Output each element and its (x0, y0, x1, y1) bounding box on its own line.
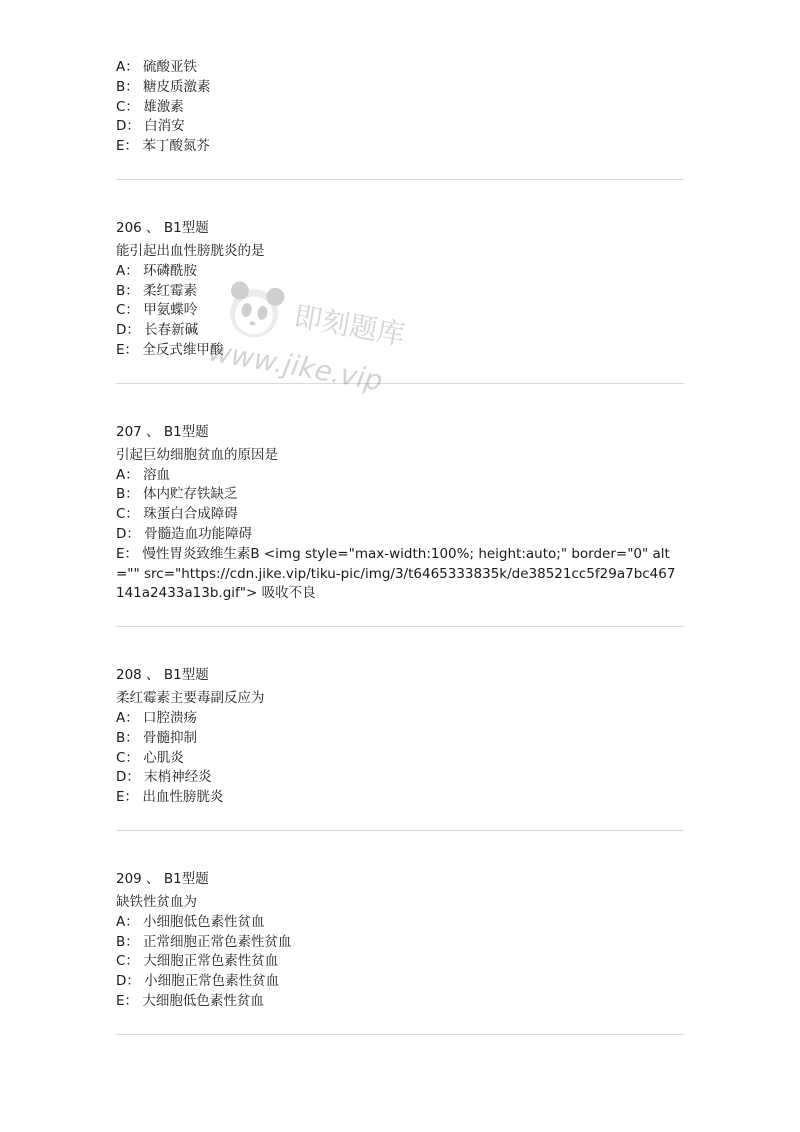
option-e: E： 全反式维甲酸 (116, 341, 224, 358)
option-b: B： 糖皮质激素 (116, 78, 211, 95)
question-header: 208 、 B1型题 (116, 667, 209, 684)
option-e: E： 苯丁酸氮芥 (116, 138, 210, 155)
document-page (116, 58, 684, 1035)
option-a: A： 硫酸亚铁 (116, 59, 198, 75)
option-a: A： 口腔溃疡 (116, 709, 198, 726)
option-b: B： 体内贮存铁缺乏 (116, 486, 238, 503)
question-stem: 柔红霉素主要毒副反应为 (116, 690, 265, 707)
option-a: A： 环磷酰胺 (116, 262, 198, 279)
prev-question-options (116, 58, 684, 157)
option-a: A： 溶血 (116, 466, 171, 483)
option-c: C： 心肌炎 (116, 749, 184, 766)
option-d: D： 小细胞正常色素性贫血 (116, 973, 280, 990)
question-header: 207 、 B1型题 (116, 423, 209, 440)
option-d: D： 长春新碱 (116, 322, 199, 339)
watermark-url-text: www.jike.vip (206, 334, 386, 398)
option-d: D： 白消安 (116, 118, 185, 135)
option-b: B： 正常细胞正常色素性贫血 (116, 933, 292, 950)
question-207 (116, 422, 684, 604)
question-208 (116, 665, 684, 808)
option-c: C： 珠蛋白合成障碍 (116, 506, 238, 523)
question-header: 209 、 B1型题 (116, 870, 209, 887)
option-a: A： 小细胞低色素性贫血 (116, 913, 265, 930)
option-e: E： 慢性胃炎致维生素B <img style="max-width:100%; height:auto;" border="0" alt="" src="https://cdn.jike.vip/tiku-pic/img/3/t6465333835k/de38521cc5f29a7bc467141a2433a13b.gif"> 吸收不良 (116, 545, 676, 602)
option-c: C： 大细胞正常色素性贫血 (116, 953, 279, 970)
option-b: B： 骨髓抑制 (116, 729, 198, 746)
question-206 (116, 218, 684, 361)
option-b: B： 柔红霉素 (116, 282, 198, 299)
option-d: D： 末梢神经炎 (116, 769, 212, 786)
option-c: C： 甲氨蝶呤 (116, 302, 198, 319)
option-e: E： 出血性膀胱炎 (116, 789, 224, 806)
option-e: E： 大细胞低色素性贫血 (116, 992, 264, 1009)
option-d: D： 骨髓造血功能障碍 (116, 525, 253, 542)
divider (116, 1034, 684, 1035)
watermark-cn-text: 即刻题库 (291, 299, 408, 352)
option-c: C： 雄激素 (116, 98, 184, 115)
question-header: 206 、 B1型题 (116, 219, 209, 236)
question-stem: 能引起出血性膀胱炎的是 (116, 242, 265, 259)
question-209 (116, 869, 684, 1012)
question-stem: 引起巨幼细胞贫血的原因是 (116, 446, 278, 463)
question-stem: 缺铁性贫血为 (116, 893, 197, 910)
